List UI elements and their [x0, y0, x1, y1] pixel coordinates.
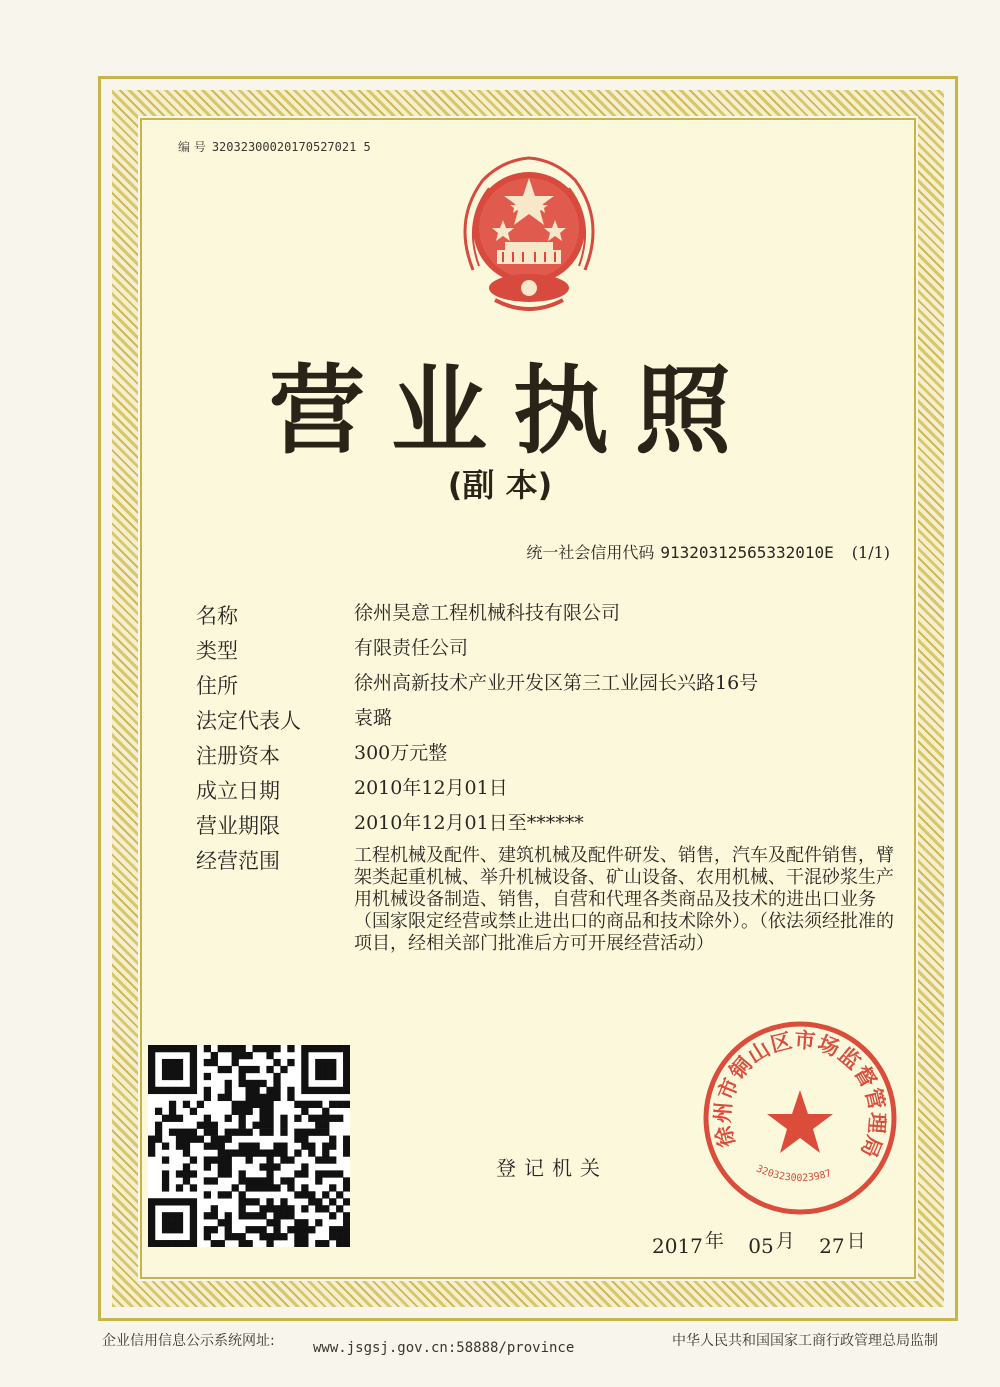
footer-website-label: 企业信用信息公示系统网址: [102, 1333, 275, 1349]
field-row-type [196, 635, 916, 665]
license-fields [196, 600, 916, 960]
registration-authority-label: 登记机关 [496, 1156, 608, 1180]
field-value: 2010年12月01日 [354, 777, 508, 799]
field-row-address [196, 670, 916, 700]
seal-text: 徐州市铜山区市场监督管理局 [710, 1027, 890, 1162]
field-value: 有限责任公司 [354, 637, 469, 659]
national-emblem-icon [443, 150, 615, 320]
field-value: 2010年12月01日至****** [354, 812, 584, 834]
field-label: 经营范围 [196, 849, 280, 873]
date-year: 2017 [652, 1234, 703, 1258]
field-label: 营业期限 [196, 814, 280, 838]
field-value: 300万元整 [354, 742, 448, 764]
field-row-established [196, 775, 916, 805]
field-value: 袁璐 [354, 707, 393, 729]
field-row-scope [196, 845, 916, 955]
credit-code-label: 统一社会信用代码 [526, 543, 655, 562]
field-row-name [196, 600, 916, 630]
page-indicator: (1/1) [851, 543, 890, 562]
field-value: 工程机械及配件、建筑机械及配件研发、销售，汽车及配件销售，臂架类起重机械、举升机械设备、矿山设备、农用机械、干混砂浆生产用机械设备制造、销售，自营和代理各类商品及技术的进出口业务（国家限定经营或禁止进出口的商品和技术除外）。（依法须经批准的项目，经相关部门批准后方可开展经营活动） [354, 845, 894, 954]
date-day: 27 [819, 1234, 845, 1258]
field-row-term [196, 810, 916, 840]
serial-value: 32032300020170527021 5 [211, 140, 371, 154]
credit-code-value: 91320312565332010E [660, 543, 834, 562]
field-label: 住所 [196, 674, 238, 698]
document-subtitle: (副 本) [447, 466, 553, 504]
field-label: 法定代表人 [196, 709, 301, 733]
serial-number [178, 138, 371, 155]
field-label: 类型 [196, 639, 238, 663]
qr-code-icon[interactable] [148, 1045, 350, 1247]
field-value: 徐州高新技术产业开发区第三工业园长兴路16号 [354, 672, 759, 694]
field-value: 徐州昊意工程机械科技有限公司 [354, 602, 621, 624]
field-row-capital [196, 740, 916, 770]
seal-code: 3203230023987 [754, 1163, 833, 1185]
field-label: 名称 [196, 604, 238, 628]
field-row-legal-rep [196, 705, 916, 735]
footer-url[interactable]: www.jsgsj.gov.cn:58888/province [313, 1340, 575, 1356]
field-label: 注册资本 [196, 744, 280, 768]
document-title: 营业执照 [269, 355, 757, 467]
official-seal-icon [700, 1018, 900, 1218]
serial-label: 编 号 [178, 140, 206, 154]
field-label: 成立日期 [196, 779, 280, 803]
issue-date: 2017 年 05 月 27 日 [652, 1230, 866, 1258]
footer-supervisor: 中华人民共和国国家工商行政管理总局监制 [672, 1333, 938, 1349]
svg-text:3203230023987 [754, 1163, 832, 1184]
date-month: 05 [748, 1234, 774, 1258]
credit-code-line [526, 540, 890, 563]
